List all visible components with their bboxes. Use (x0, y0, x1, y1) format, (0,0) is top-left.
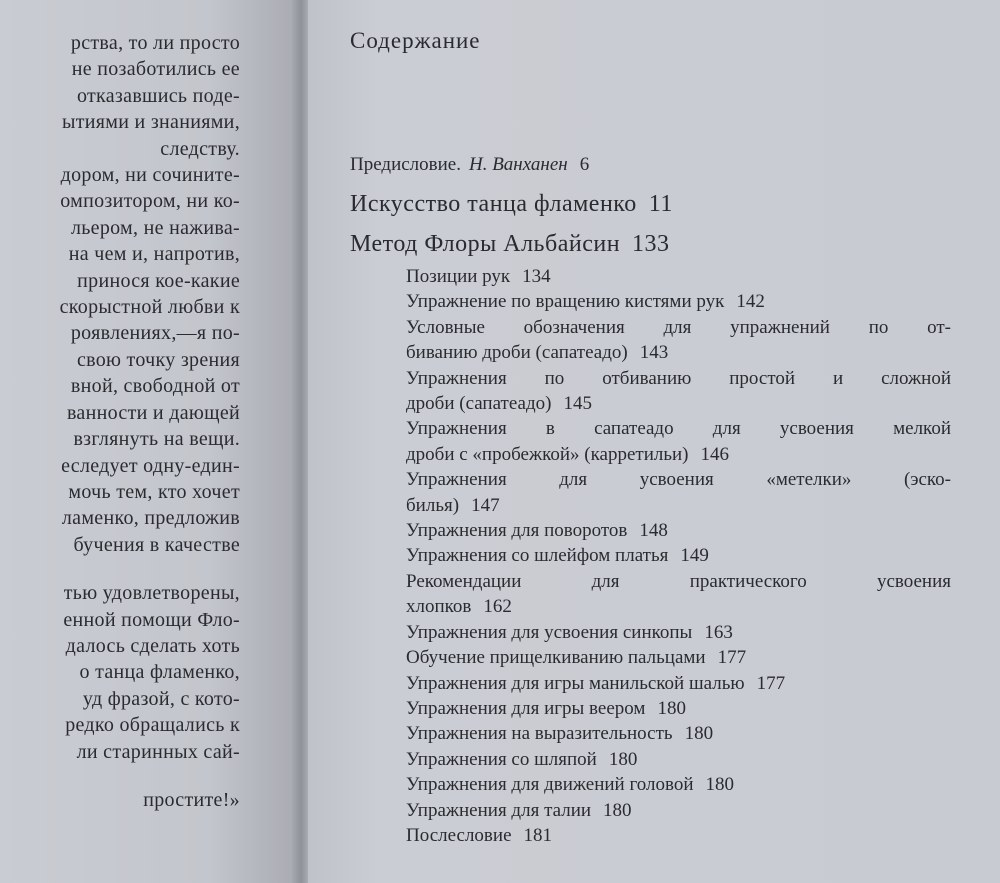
toc-entries (406, 264, 951, 848)
entry-text: Упражнения для поворотов (406, 520, 628, 542)
entry-text: Упражнения для усвоения синкопы (406, 621, 693, 643)
page-number: 11 (648, 191, 673, 217)
entry-text: Упражнения со шляпой (406, 748, 597, 770)
text-line: омпозитором, ни ко- (60, 190, 240, 213)
text-line: свою точку зрения (76, 348, 240, 371)
text-line: на чем и, напротив, (68, 243, 240, 266)
page-number: 177 (717, 647, 747, 669)
toc-entry (406, 315, 951, 366)
text-line: еследует одну-един- (61, 454, 240, 477)
entry-text-line1: Упражнения в сапатеадо для усвоения мелкой (406, 418, 951, 440)
toc-entry (406, 543, 951, 568)
page-number: 146 (700, 443, 730, 465)
left-page (0, 0, 298, 883)
entry-text-line2: билья) (406, 494, 460, 516)
entry-text-line1: Рекомендации для практического усвоения (406, 570, 951, 592)
toc-entry (406, 416, 951, 467)
page-number: 6 (579, 154, 590, 175)
entry-text: Послесловие (406, 824, 512, 846)
toc-preface (350, 152, 970, 178)
toc-entry (406, 569, 951, 620)
toc-entry (406, 289, 951, 314)
text-line: взглянуть на вещи. (73, 428, 240, 451)
toc-entry (406, 620, 951, 645)
page-number: 180 (657, 697, 686, 719)
page-number: 180 (603, 799, 632, 821)
preface-label: Предисловие. (350, 154, 461, 175)
entry-text: Упражнения для игры веером (406, 697, 646, 719)
page-number: 180 (608, 748, 638, 770)
text-line: мочь тем, кто хочет (68, 480, 240, 503)
text-line: рства, то ли просто (70, 32, 240, 54)
page-number: 145 (563, 393, 592, 415)
text-line: дором, ни сочините- (60, 164, 240, 187)
entry-text: Обучение прищелкиванию пальцами (406, 647, 706, 669)
text-line: ли старинных сай- (76, 740, 240, 763)
entry-text-line2: дроби (сапатеадо) (406, 393, 552, 415)
text-line: далось сделать хоть (65, 634, 240, 657)
toc-entry (406, 671, 951, 696)
page-number: 163 (704, 621, 733, 643)
text-line: роявлениях,—я по- (70, 322, 240, 345)
entry-text: Упражнение по вращению кистями рук (406, 291, 725, 313)
right-page (308, 0, 1000, 883)
text-line: не позаботились ее (71, 58, 240, 81)
page-number: 148 (639, 520, 668, 542)
text-line: о танца фламенко, (79, 661, 240, 684)
page-number: 142 (736, 291, 765, 313)
toc-entry (406, 772, 951, 797)
toc-entry (406, 645, 951, 670)
paragraph-gap (0, 558, 240, 580)
text-line: енной помощи Фло- (63, 608, 240, 631)
toc-entry (406, 798, 951, 823)
text-line: ламенко, предложив (61, 507, 240, 530)
toc-section (350, 226, 970, 262)
page-number: 143 (639, 342, 669, 364)
entry-text: Упражнения для игры манильской шалью (406, 672, 745, 694)
text-line: ытиями и знаниями, (62, 111, 240, 134)
page-number: 180 (705, 774, 735, 796)
text-line: скорыстной любви к (59, 296, 240, 319)
section-title: Метод Флоры Альбайсин (350, 231, 621, 257)
paragraph-gap (0, 765, 240, 787)
text-line: редко обращались к (65, 714, 240, 737)
section-title: Искусство танца фламенко (350, 191, 637, 217)
entry-text: Упражнения для талии (406, 799, 592, 821)
text-line: следству. (160, 137, 240, 160)
toc-entry (406, 264, 951, 289)
entry-text-line1: Упражнения для усвоения «метелки» (эско- (406, 469, 951, 491)
toc-title: Содержание (350, 28, 481, 53)
left-page-text (0, 30, 240, 813)
entry-text: Упражнения для движений головой (406, 774, 694, 796)
text-line: принося кое-какие (77, 269, 240, 292)
entry-text-line2: хлопков (406, 596, 472, 618)
page-number: 149 (680, 545, 709, 567)
text-line: простите!» (143, 788, 240, 811)
text-line: вной, свободной от (70, 375, 240, 398)
toc-entry (406, 823, 951, 848)
text-line: отказавшись поде- (76, 84, 240, 107)
entry-text: Позиции рук (406, 266, 511, 287)
entry-text-line1: Упражнения по отбиванию простой и сложной (406, 367, 951, 389)
entry-text: Упражнения со шлейфом платья (406, 545, 669, 567)
page-number: 177 (756, 672, 786, 694)
entry-text: Упражнения на выразительность (406, 723, 673, 745)
text-line: бучения в качестве (73, 533, 240, 556)
text-line: тью удовлетворены, (63, 582, 240, 605)
entry-text-line1: Условные обозначения для упражнений по от- (406, 316, 951, 338)
page-number: 180 (684, 723, 714, 745)
page-number: 181 (523, 824, 553, 846)
text-line: льером, не нажива- (70, 216, 240, 239)
toc-section (350, 186, 970, 222)
preface-author: Н. Ванханен (468, 154, 568, 175)
text-line: ванности и дающей (66, 401, 240, 424)
toc-entry (406, 721, 951, 746)
toc-entry (406, 366, 951, 417)
entry-text-line2: биванию дроби (сапатеадо) (406, 342, 628, 364)
toc-entry (406, 696, 951, 721)
table-of-contents (350, 152, 970, 848)
page-number: 133 (632, 231, 670, 257)
page-number: 147 (471, 494, 500, 516)
toc-entry (406, 747, 951, 772)
page-number: 134 (522, 266, 551, 287)
toc-entry (406, 467, 951, 518)
page-number: 162 (483, 596, 512, 618)
toc-entry (406, 518, 951, 543)
text-line: уд фразой, с кото- (82, 687, 240, 710)
entry-text-line2: дроби с «пробежкой» (карретильи) (406, 443, 689, 465)
